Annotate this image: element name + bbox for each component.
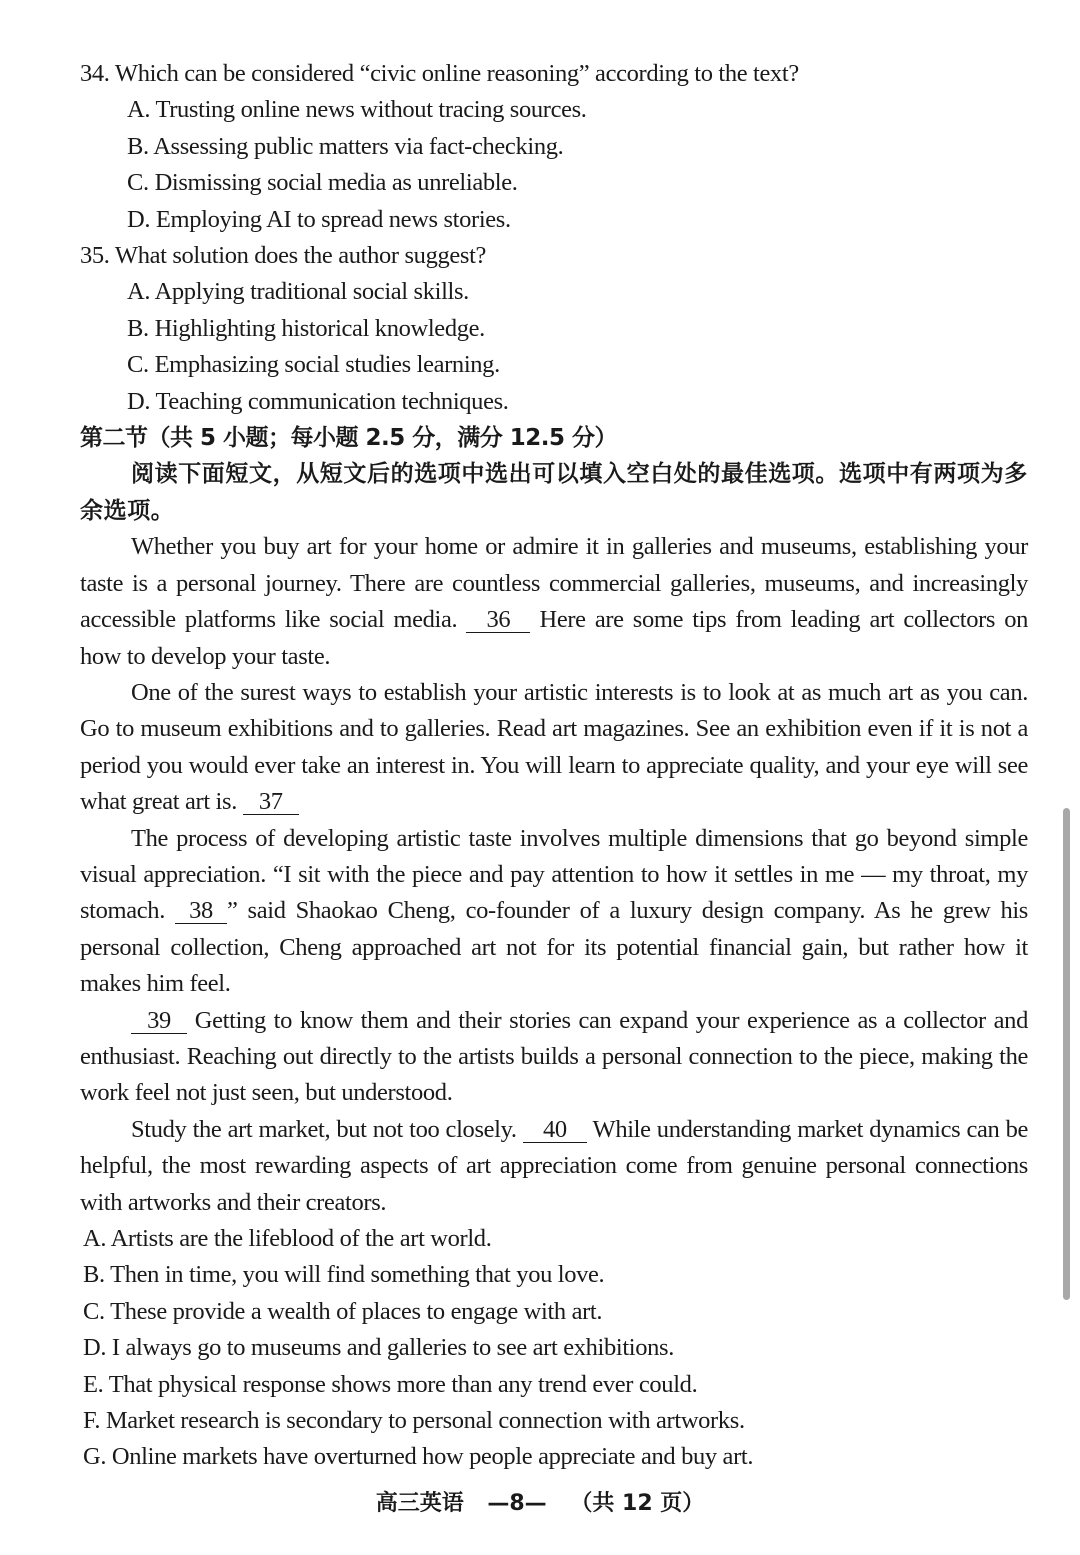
footer-total-pages: （共 12 页） <box>570 1491 705 1516</box>
choice-letter: C. <box>83 1297 105 1325</box>
paragraph-text: The process of developing artistic taste involves multiple dimensions that go beyond simple visual appreciation. “I sit with the piece and pay attention to how it settles in me — my throat, my stomach. <box>80 824 1028 925</box>
choice-text: Online markets have overturned how people appreciate and buy art. <box>111 1443 754 1471</box>
option-c <box>80 165 1028 201</box>
choice-text: These provide a wealth of places to engage with art. <box>110 1297 603 1325</box>
paragraph-text: ” said Shaokao Cheng, co-founder of a luxury design company. As he grew his personal collection, Cheng approached art not for its potential financial gain, but rather how it makes him feel. <box>80 897 1028 998</box>
paragraph-text: Whether you buy art for your home or admire it in galleries and museums, establishing your taste is a personal journey. There are countless commercial galleries, museums, and increasingly accessible platforms like social media. <box>80 533 1028 634</box>
vertical-scrollbar[interactable] <box>1063 808 1070 1300</box>
option-b <box>80 311 1028 347</box>
section-heading: 第二节（共 5 小题；每小题 2.5 分，满分 12.5 分） <box>80 425 618 452</box>
choice-letter: D. <box>83 1334 107 1362</box>
option-letter: D. <box>127 205 151 233</box>
choice-text: Market research is secondary to personal connection with artworks. <box>105 1407 745 1435</box>
option-text: Applying traditional social skills. <box>154 278 469 306</box>
option-letter: C. <box>127 169 149 197</box>
question-35 <box>80 238 1028 420</box>
passage-paragraph-5 <box>80 1112 1028 1221</box>
blank-39: 39 <box>131 1009 187 1034</box>
choice-d <box>80 1330 1028 1366</box>
choice-text: That physical response shows more than any trend ever could. <box>108 1370 698 1398</box>
paragraph-text: One of the surest ways to establish your artistic interests is to look at as much art as you can. Go to museum exhibitions and to galleries. Read art magazines. See an exhibition even if it is not a period you would ever take an interest in. You will learn to appreciate quality, and your eye will see what great art is. <box>80 678 1028 816</box>
choice-g <box>80 1439 1028 1475</box>
choice-text: I always go to museums and galleries to see art exhibitions. <box>111 1334 675 1362</box>
blank-36: 36 <box>466 608 530 633</box>
option-a <box>80 274 1028 310</box>
choice-text: Artists are the lifeblood of the art world. <box>110 1225 492 1252</box>
option-text: Emphasizing social studies learning. <box>154 351 500 379</box>
question-stem <box>80 238 1028 274</box>
question-text: What solution does the author suggest? <box>114 242 487 270</box>
question-number: 34. <box>80 60 110 87</box>
choice-text: Then in time, you will find something that you love. <box>110 1261 605 1289</box>
option-letter: B. <box>127 314 149 342</box>
passage <box>80 529 1028 1221</box>
choice-letter: A. <box>83 1225 107 1252</box>
passage-paragraph-2 <box>80 675 1028 821</box>
option-letter: B. <box>127 132 149 160</box>
exam-page <box>80 56 1028 1476</box>
option-text: Highlighting historical knowledge. <box>154 314 485 342</box>
option-d <box>80 202 1028 238</box>
option-text: Assessing public matters via fact-checking. <box>153 132 564 160</box>
blank-37: 37 <box>243 790 299 815</box>
question-number: 35. <box>80 242 110 270</box>
passage-paragraph-1 <box>80 529 1028 675</box>
footer-page-number: —8— <box>487 1491 547 1516</box>
footer-subject: 高三英语 <box>375 1491 464 1516</box>
option-b <box>80 129 1028 165</box>
blank-40: 40 <box>523 1118 587 1143</box>
choice-b <box>80 1257 1028 1293</box>
choice-letter: F. <box>83 1407 101 1435</box>
option-text: Teaching communication techniques. <box>155 387 509 415</box>
paragraph-text: Study the art market, but not too closely. <box>131 1115 523 1143</box>
choice-letter: B. <box>83 1261 105 1289</box>
option-letter: A. <box>127 278 151 306</box>
question-34 <box>80 56 1028 238</box>
blank-38: 38 <box>175 899 227 924</box>
choice-e <box>80 1367 1028 1403</box>
passage-paragraph-3 <box>80 821 1028 1003</box>
option-letter: A. <box>127 96 151 124</box>
question-text: Which can be considered “civic online reasoning” according to the text? <box>114 60 799 87</box>
option-d <box>80 384 1028 420</box>
choice-letter: G. <box>83 1443 107 1471</box>
option-a <box>80 92 1028 128</box>
section-instructions: 阅读下面短文，从短文后的选项中选出可以填入空白处的最佳选项。选项中有两项为多余选项。 <box>80 461 1028 524</box>
option-letter: C. <box>127 351 149 379</box>
option-letter: D. <box>127 387 151 415</box>
paragraph-text: Getting to know them and their stories can expand your experience as a collector and enthusiast. Reaching out directly to the artists builds a personal connection to the piece, making the work feel not just seen, but understood. <box>80 1006 1028 1107</box>
choice-letter: E. <box>83 1370 104 1398</box>
answer-choices <box>80 1221 1028 1476</box>
paragraph-text: Here are some tips from leading art collectors on how to develop your taste. <box>80 606 1028 670</box>
choice-f <box>80 1403 1028 1439</box>
passage-paragraph-4 <box>80 1003 1028 1112</box>
option-c <box>80 347 1028 383</box>
choice-a <box>80 1221 1028 1257</box>
option-text: Dismissing social media as unreliable. <box>154 169 518 197</box>
page-footer <box>0 1486 1080 1517</box>
choice-c <box>80 1294 1028 1330</box>
question-stem <box>80 56 1028 92</box>
option-text: Trusting online news without tracing sources. <box>155 96 587 124</box>
paragraph-text: While understanding market dynamics can be helpful, the most rewarding aspects of art appreciation come from genuine personal connections with artworks and their creators. <box>80 1115 1029 1216</box>
option-text: Employing AI to spread news stories. <box>155 205 511 233</box>
